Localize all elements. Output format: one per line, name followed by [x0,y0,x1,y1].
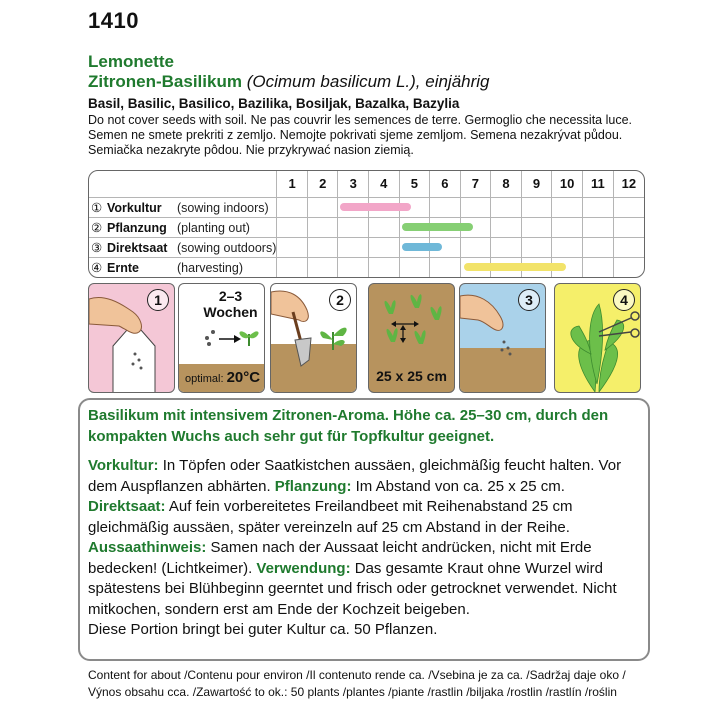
note-line: Semen ne smete prekriti z zemljo. Nemojte pokrivati sjeme zemljom. Semena nezakrývat půdou. [88,128,623,142]
article-number: 1410 [88,8,139,33]
row-label: Ernte [107,260,139,275]
footer-line: Content for about /Contenu pour environ /Il contenuto rende ca. /Vsebina je za ca. /Sadržaj daje oko / [88,668,626,682]
row-label-en: (sowing indoors) [177,200,269,215]
vorkultur-text: In Töpfen oder Saatkistchen aussäen, gleichmäßig feucht halten. Vor dem Auspflanzen abhärten. [88,457,622,495]
month-header: 1 [277,171,308,197]
calendar-bar [340,203,411,211]
pflanzung-heading: Pflanzung: [274,477,352,495]
month-header: 11 [582,171,613,197]
month-header: 12 [613,171,644,197]
direktsaat-text: Auf fein vorbereitetes Freilandbeet mit Reihenabstand 25 cm gleichmäßig aussäen, später vereinzeln auf 25 cm Abstand in der Reihe. [88,498,573,536]
row-label-en: (planting out) [177,220,250,235]
translated-names: Basil, Basilic, Basilico, Bazilika, Bosiljak, Bazalka, Bazylia [88,96,460,111]
germination-weeks: 2–3 [218,288,243,304]
step-panel-sowing-indoors [88,283,175,393]
month-header: 10 [552,171,583,197]
note-line: Do not cover seeds with soil. Ne pas couvrir les semences de terre. Germoglio che necessita luce. [88,113,632,127]
portion-text: Diese Portion bringt bei guter Kultur ca. 50 Pflanzen. [88,621,438,638]
verwendung-text: Das gesamte Kraut ohne Wurzel wird spätestens bei Blühbeginn geerntet und frisch oder getrocknet verwendet. Nicht mitkochen, sondern erst am Ende der Kochzeit beigeben. [88,559,617,618]
month-header: 3 [338,171,369,197]
step-badge: 3 [518,289,540,311]
row-label-en: (sowing outdoors) [177,240,277,255]
verwendung-heading: Verwendung: [256,559,351,577]
sowing-calendar [88,170,645,278]
vorkultur-heading: Vorkultur: [88,457,159,474]
direktsaat-heading: Direktsaat: [88,498,166,515]
calendar-bar [402,243,442,251]
step-panel-harvest [554,283,641,393]
row-number: ② [91,220,103,235]
month-header: 2 [307,171,338,197]
instructions [88,456,644,641]
step-panel-germination [178,283,265,393]
month-header: 6 [430,171,461,197]
intro-text: Basilikum mit intensivem Zitronen-Aroma. Höhe ca. 25–30 cm, durch den kompakten Wuchs auch sehr gut für Topfkultur geeignet. [88,407,609,445]
row-number: ③ [91,240,103,255]
aussaat-text: Samen nach der Aussaat leicht andrücken, nicht mit Erde bedecken! (Lichtkeimer). [88,539,592,577]
note-line: Semiačka nezakryte pôdou. Nie przykrywać nasion ziemią. [88,143,414,157]
optimal-label: optimal: [185,373,224,385]
row-label-en: (harvesting) [177,260,243,275]
row-number: ① [91,200,103,215]
month-header: 8 [491,171,522,197]
calendar-row [89,217,644,237]
month-header: 7 [460,171,491,197]
calendar-row [89,237,644,257]
description-box [78,398,650,661]
step-badge: 4 [613,289,635,311]
month-header: 4 [369,171,400,197]
row-label: Direktsaat [107,240,168,255]
step-panel-planting [270,283,357,393]
step-badge: 2 [329,289,351,311]
variety-name: Lemonette [88,52,174,71]
row-label: Pflanzung [107,220,167,235]
calendar-bar [402,223,473,231]
sowing-notes [88,113,632,158]
germination-weeks-label: Wochen [203,304,258,320]
step-panel-spacing [368,283,455,393]
row-number: ④ [91,260,103,275]
title-suffix: , einjährig [415,72,490,91]
content-footer [88,667,626,701]
month-header: 9 [521,171,552,197]
calendar-bar [464,263,566,271]
spacing-label: 25 x 25 cm [376,368,447,384]
latin-name: (Ocimum basilicum L.) [246,72,416,91]
optimal-temperature: 20°C [226,369,261,386]
footer-line: Výnos obsahu cca. /Zawartość to ok.: 50 plants /plantes /piante /rastlin /biljaka /rostlin /rastlín /roślin [88,685,617,699]
product-title [88,72,490,92]
common-name: Zitronen-Basilikum [88,72,242,91]
month-header: 5 [399,171,430,197]
step-badge: 1 [147,289,169,311]
row-label: Vorkultur [107,200,162,215]
step-panel-sowing-outdoors [459,283,546,393]
pflanzung-text: Im Abstand von ca. 25 x 25 cm. [351,477,565,495]
aussaat-heading: Aussaathinweis: [88,539,207,556]
